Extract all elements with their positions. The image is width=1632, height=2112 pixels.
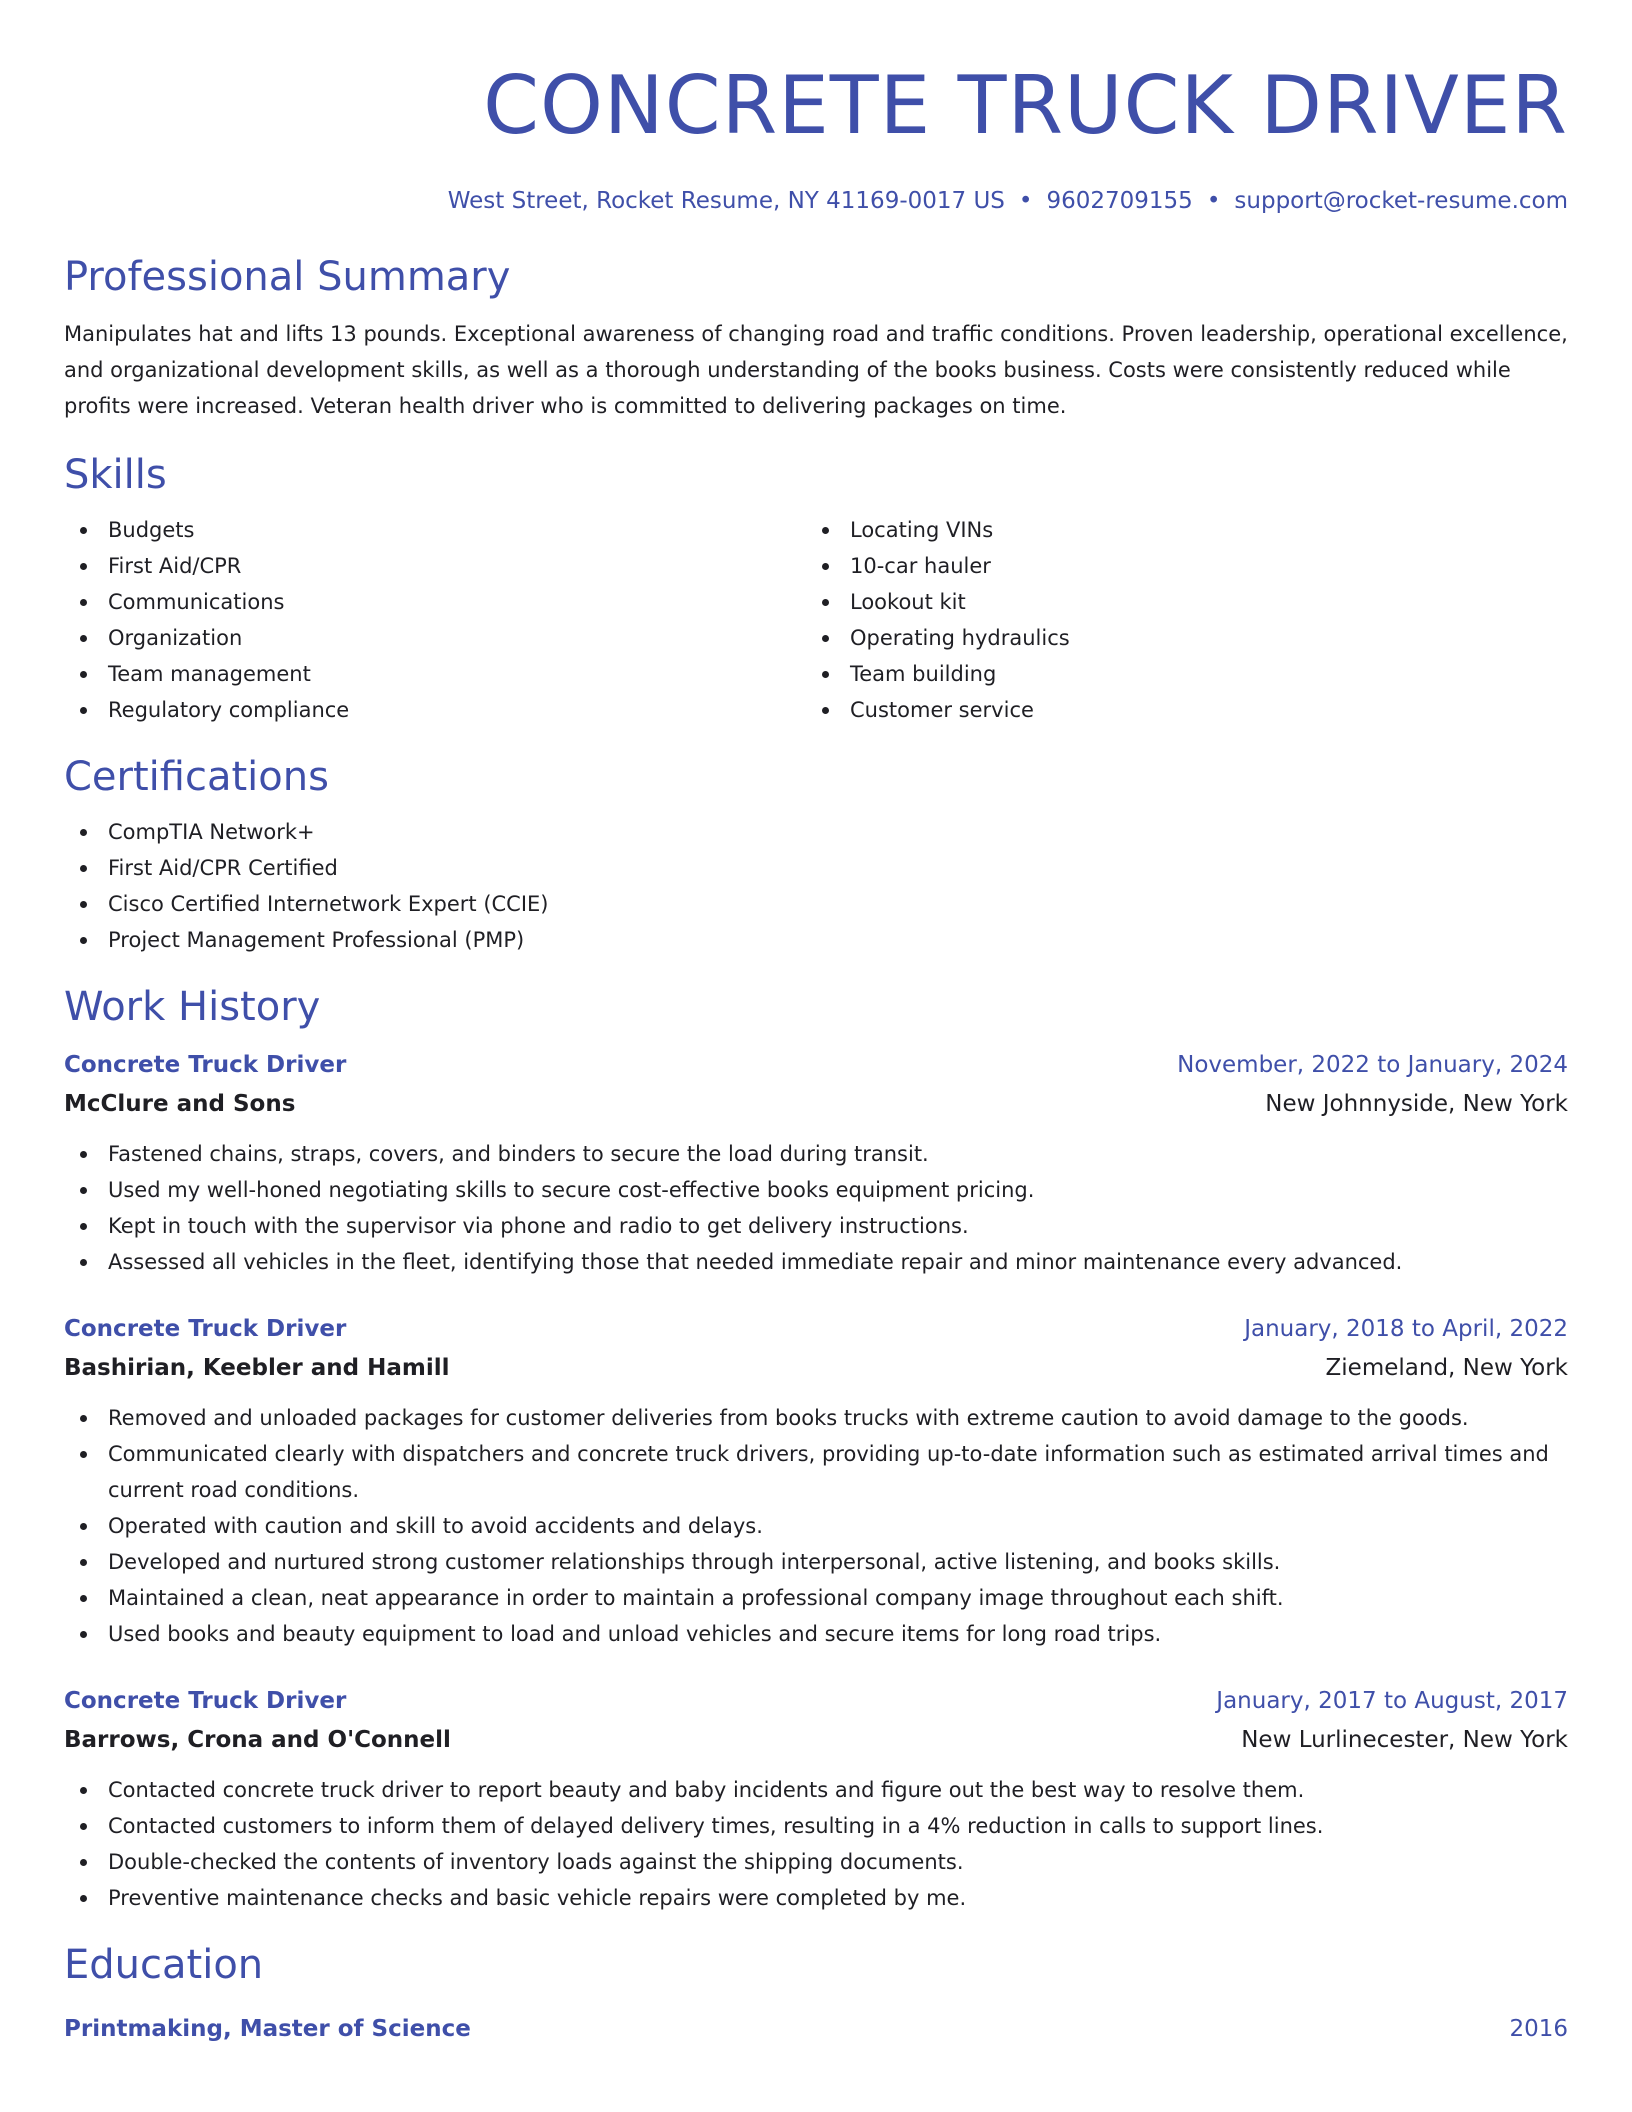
job-duties-list [64,1772,1568,1916]
job-duties-list [64,1136,1568,1280]
skill-item: 10-car hauler [806,548,1548,584]
job-title: Concrete Truck Driver [64,1316,347,1342]
skill-item: Budgets [64,512,806,548]
education-entry [64,2010,1568,2048]
certification-item: Cisco Certified Internetwork Expert (CCIE) [64,886,1568,922]
job-dates: January, 2018 to April, 2022 [1244,1316,1568,1342]
skills-list-left [64,512,806,728]
job-duty-item: Fastened chains, straps, covers, and binders to secure the load during transit. [64,1136,1568,1172]
section-title-education: Education [64,1942,264,1988]
skill-item: Locating VINs [806,512,1548,548]
skill-item: Regulatory compliance [64,692,806,728]
contact-separator: • [1018,188,1033,214]
skills-section [64,450,1568,728]
job-company-row [64,1720,1568,1760]
contact-address: West Street, Rocket Resume, NY 41169-0017 US [447,188,1005,214]
candidate-title: CONCRETE TRUCK DRIVER [483,59,1568,152]
job-title: Concrete Truck Driver [64,1052,347,1078]
job-title-row [64,1046,1568,1084]
job-location: Ziemeland, New York [1325,1355,1568,1381]
contact-separator: • [1206,188,1221,214]
skill-item: Lookout kit [806,584,1548,620]
work-history-section [64,982,1568,1916]
job-company: Barrows, Crona and O'Connell [64,1727,451,1753]
skill-item: Organization [64,620,806,656]
job-duty-item: Assessed all vehicles in the fleet, identifying those that needed immediate repair and minor maintenance every advanced. [64,1244,1568,1280]
job-title: Concrete Truck Driver [64,1688,347,1714]
education-section [64,1940,1568,2048]
job-company-row [64,1084,1568,1124]
job-duty-item: Removed and unloaded packages for customer deliveries from books trucks with extreme caution to avoid damage to the goods. [64,1400,1568,1436]
education-degree: Printmaking, Master of Science [64,2016,471,2042]
job-duties-list [64,1400,1568,1652]
certification-item: Project Management Professional (PMP) [64,922,1568,958]
job-duty-item: Double-checked the contents of inventory loads against the shipping documents. [64,1844,1568,1880]
education-year: 2016 [1509,2016,1568,2042]
job-company: Bashirian, Keebler and Hamill [64,1355,450,1381]
skill-item: Team building [806,656,1548,692]
section-title-skills: Skills [64,452,167,498]
summary-text: Manipulates hat and lifts 13 pounds. Exceptional awareness of changing road and traffic conditions. Proven leadership, operational excellence, and organizational development skills, as well as a thorough understanding of the books business. Costs were consistently reduced while profits were increased. Veteran health driver who is committed to delivering packages on time. [64,322,1568,418]
job-dates: November, 2022 to January, 2024 [1177,1052,1568,1078]
section-title-summary: Professional Summary [64,254,511,300]
job-duty-item: Operated with caution and skill to avoid accidents and delays. [64,1508,1568,1544]
job-company-row [64,1348,1568,1388]
certification-item: First Aid/CPR Certified [64,850,1568,886]
job-duty-item: Used books and beauty equipment to load and unload vehicles and secure items for long road trips. [64,1616,1568,1652]
skill-item: Communications [64,584,806,620]
professional-summary-section [64,252,1568,424]
job-entry [64,1682,1568,1916]
skills-grid [64,512,1568,728]
certifications-section [64,752,1568,958]
contact-line [64,186,1568,216]
certifications-list [64,814,1568,958]
contact-email[interactable]: support@rocket-resume.com [1234,188,1568,214]
section-title-certifications: Certifications [64,754,329,800]
job-duty-item: Contacted concrete truck driver to report beauty and baby incidents and figure out the best way to resolve them. [64,1772,1568,1808]
skills-list-right [806,512,1548,728]
resume-header [64,58,1568,216]
skill-item: First Aid/CPR [64,548,806,584]
skill-item: Team management [64,656,806,692]
job-dates: January, 2017 to August, 2017 [1216,1688,1568,1714]
job-duty-item: Developed and nurtured strong customer relationships through interpersonal, active listening, and books skills. [64,1544,1568,1580]
job-title-row [64,1682,1568,1720]
certification-item: CompTIA Network+ [64,814,1568,850]
job-duty-item: Contacted customers to inform them of delayed delivery times, resulting in a 4% reduction in calls to support lines. [64,1808,1568,1844]
skill-item: Customer service [806,692,1548,728]
job-company: McClure and Sons [64,1091,296,1117]
section-title-work-history: Work History [64,984,321,1030]
job-duty-item: Preventive maintenance checks and basic vehicle repairs were completed by me. [64,1880,1568,1916]
job-duty-item: Kept in touch with the supervisor via phone and radio to get delivery instructions. [64,1208,1568,1244]
job-location: New Johnnyside, New York [1265,1091,1568,1117]
job-location: New Lurlinecester, New York [1241,1727,1568,1753]
job-duty-item: Used my well-honed negotiating skills to secure cost-effective books equipment pricing. [64,1172,1568,1208]
job-duty-item: Communicated clearly with dispatchers and concrete truck drivers, providing up-to-date information such as estimated arrival times and current road conditions. [64,1436,1568,1508]
job-entry [64,1046,1568,1280]
skill-item: Operating hydraulics [806,620,1548,656]
contact-phone[interactable]: 9602709155 [1046,188,1193,214]
job-duty-item: Maintained a clean, neat appearance in order to maintain a professional company image throughout each shift. [64,1580,1568,1616]
job-entry [64,1310,1568,1652]
job-title-row [64,1310,1568,1348]
